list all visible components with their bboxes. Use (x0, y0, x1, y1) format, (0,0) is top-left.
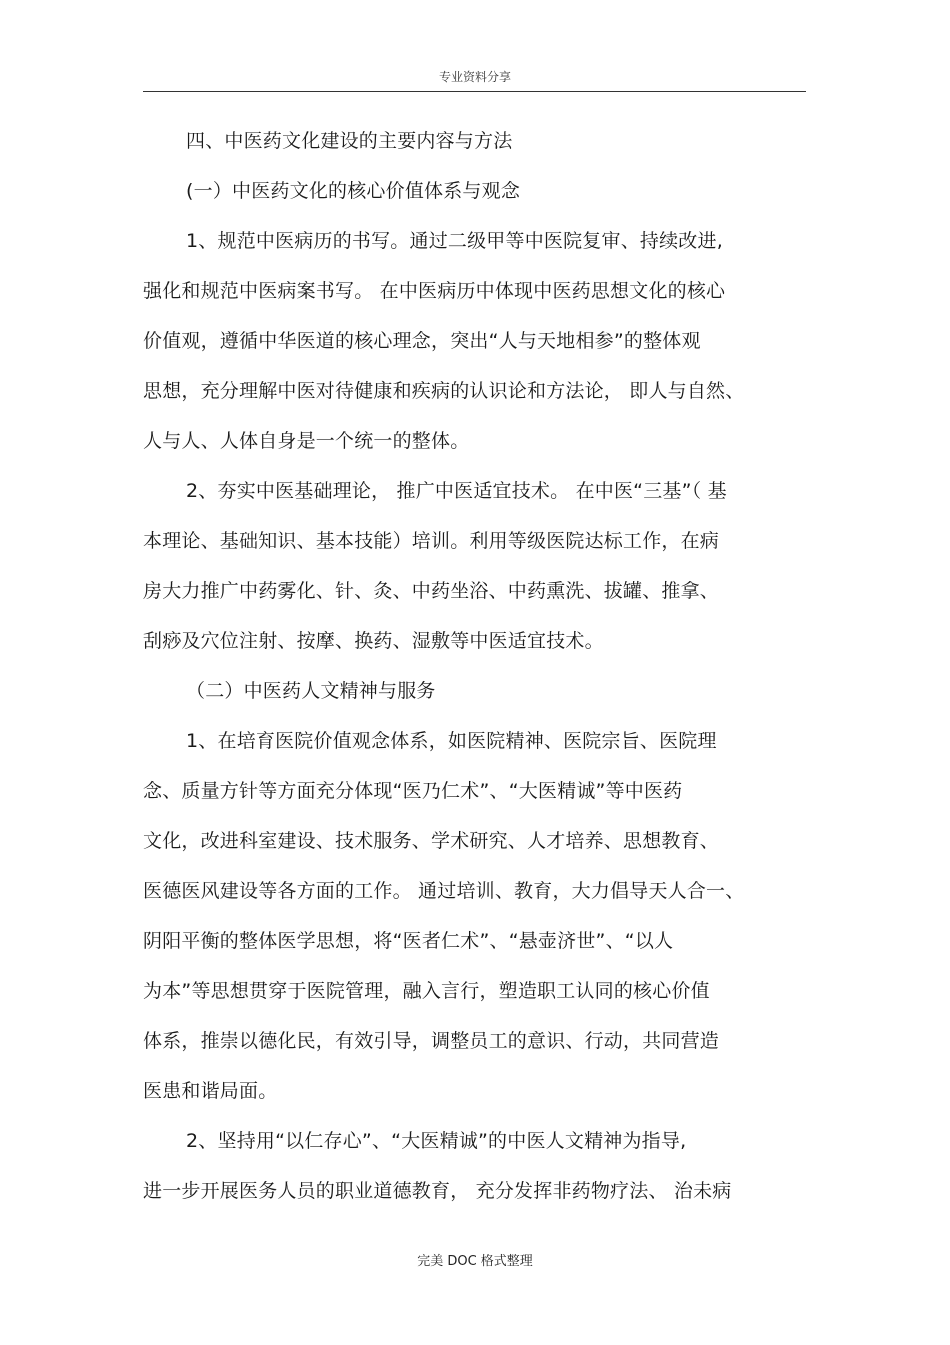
paragraph-line: 1、在培育医院价值观念体系，如医院精神、医院宗旨、医院理 (186, 730, 717, 752)
paragraph-line: 人与人、人体自身是一个统一的整体。 (143, 430, 470, 452)
section-heading: 四、中医药文化建设的主要内容与方法 (186, 130, 513, 152)
paragraph-line: 文化，改进科室建设、技术服务、学术研究、人才培养、思想教育、 (143, 830, 720, 852)
paragraph-line: 本理论、基础知识、基本技能）培训。利用等级医院达标工作，在病 (143, 530, 720, 552)
paragraph-line: 体系，推崇以德化民，有效引导，调整员工的意识、行动，共同营造 (143, 1030, 720, 1052)
paragraph-line: 价值观，遵循中华医道的核心理念，突出“人与天地相参”的整体观 (143, 330, 701, 352)
paragraph-line: 进一步开展医务人员的职业道德教育， 充分发挥非药物疗法、 治未病 (143, 1180, 732, 1202)
paragraph-line: 1、规范中医病历的书写。通过二级甲等中医院复审、持续改进, (186, 230, 723, 252)
paragraph-line: 2、坚持用“以仁存心”、“大医精诚”的中医人文精神为指导, (186, 1130, 687, 1152)
header-rule (143, 91, 806, 92)
page-footer: 完美 DOC 格式整理 (417, 1254, 533, 1269)
subsection-heading: (一）中医药文化的核心价值体系与观念 (186, 180, 521, 202)
paragraph-line: 医德医风建设等各方面的工作。 通过培训、教育，大力倡导天人合一、 (143, 880, 745, 902)
page-header: 专业资料分享 (438, 70, 511, 84)
paragraph-line: 阴阳平衡的整体医学思想，将“医者仁术”、“悬壶济世”、“以人 (143, 930, 674, 952)
subsection-heading: （二）中医药人文精神与服务 (186, 680, 436, 702)
paragraph-line: 2、夯实中医基础理论， 推广中医适宜技术。 在中医“三基”（ 基 (186, 480, 727, 502)
paragraph-line: 医患和谐局面。 (143, 1080, 278, 1102)
paragraph-line: 念、质量方针等方面充分体现“医乃仁术”、“大医精诚”等中医药 (143, 780, 683, 802)
paragraph-line: 思想，充分理解中医对待健康和疾病的认识论和方法论， 即人与自然、 (143, 380, 745, 402)
paragraph-line: 刮痧及穴位注射、按摩、换药、湿敷等中医适宜技术。 (143, 630, 604, 652)
paragraph-line: 强化和规范中医病案书写。 在中医病历中体现中医药思想文化的核心 (143, 280, 726, 302)
paragraph-line: 为本”等思想贯穿于医院管理，融入言行，塑造职工认同的核心价值 (143, 980, 710, 1002)
paragraph-line: 房大力推广中药雾化、针、灸、中药坐浴、中药熏洗、拔罐、推拿、 (143, 580, 720, 602)
